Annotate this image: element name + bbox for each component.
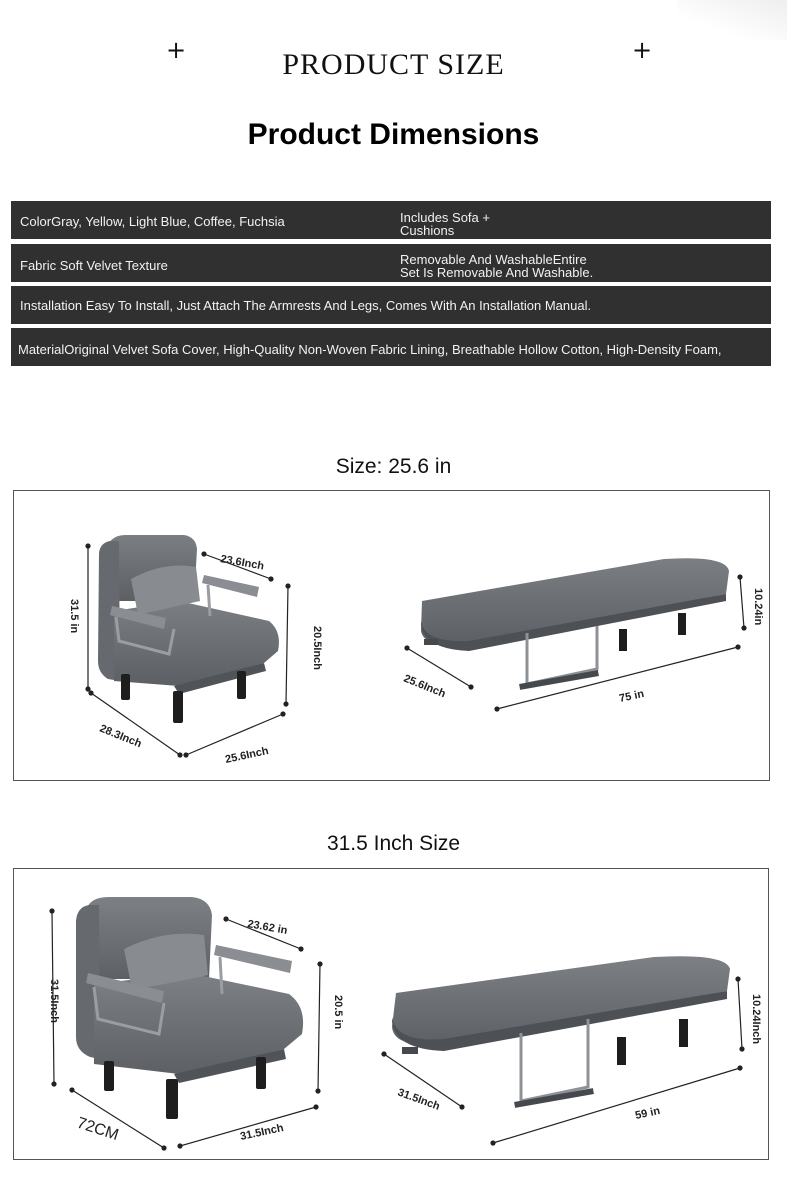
spec-includes	[400, 211, 490, 237]
corner-shade	[677, 0, 787, 40]
spec-removable-line2: Set Is Removable And Washable.	[400, 265, 594, 280]
chair-a-seat-height-label: 20.5Inch	[311, 626, 323, 671]
spec-fabric: Fabric Soft Velvet Texture	[20, 258, 168, 273]
size-b-diagram-frame	[13, 868, 769, 1160]
chair-b-width-label: 31.5Inch	[239, 1122, 285, 1143]
spec-row-color	[11, 201, 771, 239]
spec-material: MaterialOriginal Velvet Sofa Cover, High-Quality Non-Woven Fabric Lining, Breathable Hollow Cotton, High-Density Foam,	[18, 342, 722, 357]
bed-b-illustration	[392, 956, 730, 1108]
spec-row-installation	[11, 286, 771, 324]
plus-icon-left: +	[166, 36, 187, 64]
bed-a-thickness-label: 10.24in	[752, 588, 764, 626]
spec-color: ColorGray, Yellow, Light Blue, Coffee, Fuchsia	[20, 214, 285, 229]
chair-a-width-label: 25.6Inch	[224, 745, 270, 766]
bed-b-length-label: 59 in	[634, 1104, 662, 1122]
spec-removable	[400, 253, 593, 279]
size-a-title: Size: 25.6 in	[335, 455, 452, 478]
spec-row-fabric	[11, 244, 771, 282]
plus-icon-right: +	[632, 36, 653, 64]
bed-a-length-label: 75 in	[618, 687, 646, 705]
chair-a-depth-label: 28.3Inch	[97, 722, 144, 751]
spec-includes-line1: Includes Sofa +	[400, 210, 490, 225]
spec-removable-line1: Removable And WashableEntire	[400, 252, 587, 267]
chair-a-arm-width-label: 23.6Inch	[219, 553, 265, 573]
chair-b-depth-label: 72CM	[74, 1114, 121, 1144]
spec-includes-line2: Cushions	[400, 223, 455, 238]
chair-b-seat-height-label: 20.5 in	[332, 995, 344, 1030]
chair-b-arm-width-label: 23.62 in	[246, 918, 289, 937]
bed-a-width-label: 25.6Inch	[401, 672, 448, 701]
size-a-diagram-frame	[13, 490, 770, 781]
size-a-diagram	[14, 491, 771, 782]
spec-row-material	[11, 328, 771, 366]
spec-installation: Installation Easy To Install, Just Attach The Armrests And Legs, Comes With An Installation Manual.	[20, 298, 592, 313]
chair-a-height-label: 31.5 in	[68, 599, 80, 634]
bed-b-thickness-label: 10.24Inch	[750, 994, 762, 1045]
size-b-title: 31.5 Inch Size	[326, 832, 461, 855]
page-header-title: PRODUCT SIZE	[282, 48, 505, 81]
dimensions-title: Product Dimensions	[247, 118, 540, 151]
bed-b-width-label: 31.5Inch	[395, 1086, 442, 1113]
chair-b-height-label: 31.5Inch	[48, 979, 60, 1024]
bed-a-illustration	[421, 558, 729, 690]
size-b-diagram	[14, 869, 770, 1161]
